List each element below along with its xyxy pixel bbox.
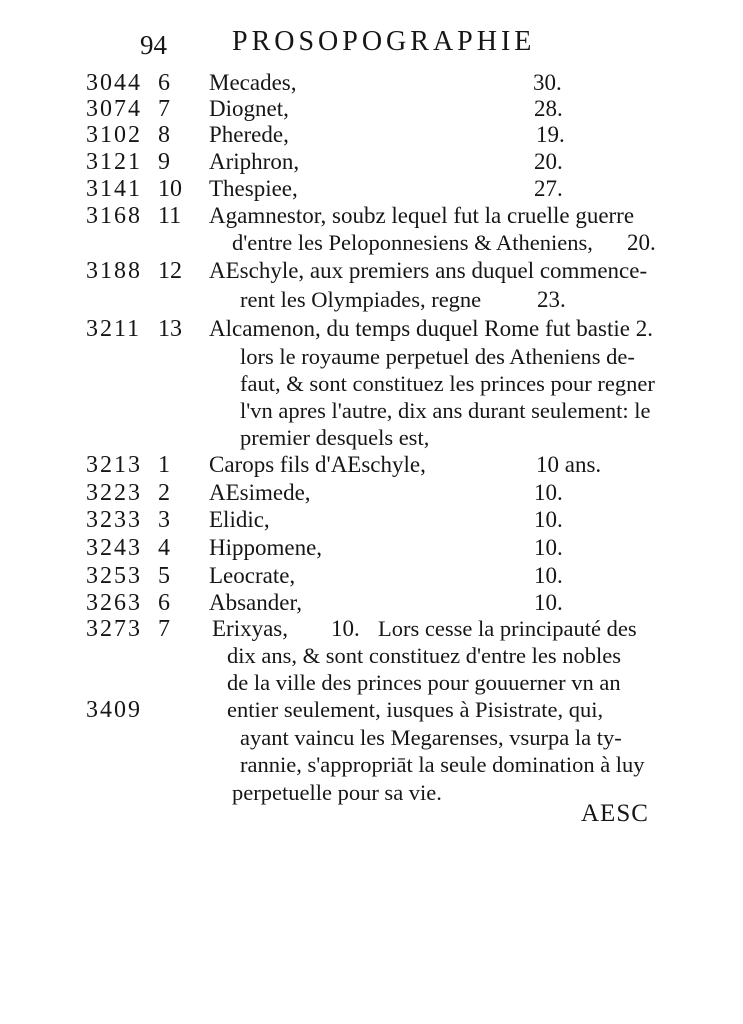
entry-value: 10. <box>534 590 563 615</box>
entry-continuation-text: faut, & sont constituez les princes pour regner <box>240 371 655 396</box>
entry-year: 3102 <box>86 122 142 148</box>
entry-line <box>0 316 743 346</box>
entry-number: 1 <box>158 452 170 478</box>
entry-line <box>0 149 743 179</box>
entry-year: 3168 <box>86 203 142 229</box>
entry-name: Hippomene, <box>209 535 323 560</box>
entry-year: 3044 <box>86 70 142 96</box>
entry-name: Absander, <box>209 590 302 615</box>
entry-name: AEsimede, <box>209 480 311 505</box>
entry-line <box>0 452 743 482</box>
entry-year: 3074 <box>86 96 142 122</box>
entry-name: Alcamenon, du temps duquel Rome fut bastie 2. <box>209 316 653 341</box>
entry-name: Elidic, <box>209 507 270 532</box>
entry-line <box>0 425 743 455</box>
entry-number: 9 <box>158 149 170 175</box>
entry-value: 10. <box>534 535 563 560</box>
entry-value: 20. <box>627 230 656 255</box>
entry-value: 10. <box>534 507 563 532</box>
entry-number: 11 <box>158 203 182 229</box>
entry-value: 10. <box>331 616 360 641</box>
entry-line <box>0 398 743 428</box>
entry-name: Mecades, <box>209 70 297 95</box>
entry-continuation-text: perpetuelle pour sa vie. <box>232 780 442 805</box>
entry-line <box>0 287 743 317</box>
entry-number: 7 <box>158 96 170 122</box>
entry-value: 10 ans. <box>536 452 602 477</box>
entry-number: 10 <box>158 176 182 202</box>
entry-name: Erixyas, <box>212 616 289 641</box>
entry-number: 6 <box>158 70 170 96</box>
entry-continuation-text: premier desquels est, <box>240 425 430 450</box>
entry-continuation-text: entier seulement, iusques à Pisistrate, qui, <box>227 697 604 722</box>
entry-line <box>0 122 743 152</box>
entry-value: 20. <box>534 149 563 174</box>
entry-number: 7 <box>158 616 170 642</box>
entry-line <box>0 535 743 565</box>
catchword: AESC <box>581 800 649 827</box>
entry-year: 3253 <box>86 563 142 589</box>
entry-year: 3121 <box>86 149 142 175</box>
entry-tail-text: Lors cesse la principauté des <box>378 616 637 641</box>
entry-year: 3188 <box>86 258 142 284</box>
entry-continuation-text: ayant vaincu les Megarenses, vsurpa la ty- <box>240 725 622 750</box>
entry-line <box>0 670 743 700</box>
entry-line <box>0 176 743 206</box>
entry-name: Thespiee, <box>209 176 298 201</box>
entry-number: 5 <box>158 563 170 589</box>
entry-line <box>0 563 743 593</box>
entry-number: 12 <box>158 258 182 284</box>
entry-continuation-text: l'vn apres l'autre, dix ans durant seulement: le <box>240 398 651 423</box>
entry-name: Agamnestor, soubz lequel fut la cruelle guerre <box>209 203 635 228</box>
entry-continuation-text: de la ville des princes pour gouuerner vn an <box>227 670 621 695</box>
entry-year: 3211 <box>86 316 142 342</box>
page-header <box>140 26 600 66</box>
entry-year: 3243 <box>86 535 142 561</box>
entry-value: 23. <box>537 287 566 312</box>
entry-line <box>0 230 743 260</box>
entry-year: 3223 <box>86 480 142 506</box>
page-number: 94 <box>140 30 167 60</box>
entry-line <box>0 344 743 374</box>
entry-value: 27. <box>534 176 563 201</box>
entry-line <box>0 752 743 782</box>
entry-year: 3263 <box>86 590 142 616</box>
entry-continuation-text: d'entre les Peloponnesiens & Atheniens, <box>232 230 593 255</box>
entry-number: 4 <box>158 535 170 561</box>
entry-line <box>0 725 743 755</box>
entry-line <box>0 643 743 673</box>
entry-value: 30. <box>533 70 562 95</box>
entry-number: 2 <box>158 480 170 506</box>
entry-number: 8 <box>158 122 170 148</box>
entry-name: Leocrate, <box>209 563 296 588</box>
entry-line <box>0 203 743 233</box>
entry-value: 10. <box>534 563 563 588</box>
entry-year: 3233 <box>86 507 142 533</box>
entry-continuation-text: rent les Olympiades, regne <box>240 287 482 312</box>
entry-line <box>0 507 743 537</box>
entry-number: 3 <box>158 507 170 533</box>
entry-name: Pherede, <box>209 122 289 147</box>
entry-name: Diognet, <box>209 96 289 121</box>
entry-continuation-text: lors le royaume perpetuel des Atheniens de- <box>240 344 635 369</box>
entry-line <box>0 616 743 646</box>
entry-name: Ariphron, <box>209 149 300 174</box>
entry-value: 19. <box>536 122 565 147</box>
entry-continuation-text: rannie, s'appropriāt la seule domination à luy <box>240 752 645 777</box>
entry-line <box>0 371 743 401</box>
entry-year: 3273 <box>86 616 142 642</box>
entry-line <box>0 258 743 288</box>
entry-number: 13 <box>158 316 182 342</box>
entry-number: 6 <box>158 590 170 616</box>
entry-line <box>0 697 743 727</box>
entry-name: Carops fils d'AEschyle, <box>209 452 426 477</box>
running-title: PROSOPOGRAPHIE <box>232 26 536 57</box>
entry-value: 10. <box>534 480 563 505</box>
entry-year: 3213 <box>86 452 142 478</box>
entry-line <box>0 480 743 510</box>
entry-continuation-text: dix ans, & sont constituez d'entre les nobles <box>227 643 621 668</box>
entry-name: AEschyle, aux premiers ans duquel commence- <box>209 258 648 283</box>
entry-year: 3409 <box>86 697 142 723</box>
entry-value: 28. <box>534 96 563 121</box>
entry-year: 3141 <box>86 176 142 202</box>
